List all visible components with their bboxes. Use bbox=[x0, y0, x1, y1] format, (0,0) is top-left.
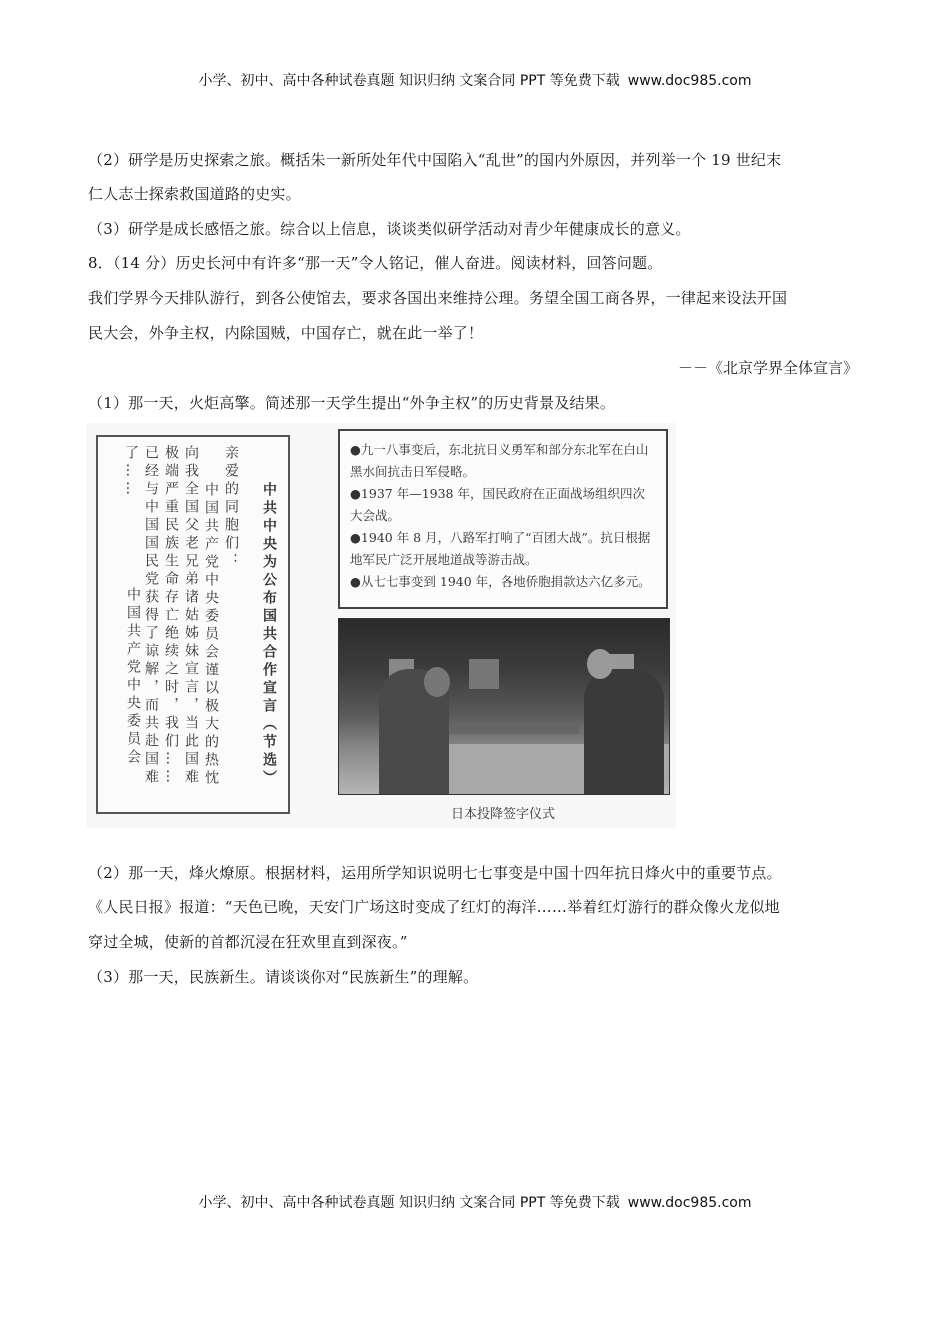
fact-item: ●从七七事变到 1940 年，各地侨胞捐款达六亿多元。 bbox=[350, 574, 651, 589]
surrender-ceremony-photo bbox=[338, 618, 670, 795]
declaration-col3: 极端严重民族生命存亡绝续之时，我们…… bbox=[163, 445, 179, 787]
q7-part2-line2: 仁人志士探索救国道路的史实。 bbox=[88, 185, 301, 203]
q8-part2: （2）那一天，烽火燎原。根据材料，运用所学知识说明七七事变是中国十四年抗日烽火中的重要节点。 bbox=[88, 864, 782, 882]
q8-intro: 8．（14 分）历史长河中有许多“那一天”令人铭记，催人奋进。阅读材料，回答问题。 bbox=[88, 254, 663, 272]
q8-part1: （1）那一天，火炬高擎。简述那一天学生提出“外争主权”的历史背景及结果。 bbox=[88, 394, 616, 412]
declaration-title: 中共中央为公布国共合作宣言（节选） bbox=[261, 482, 277, 788]
q7-part2-line1: （2）研学是历史探索之旅。概括朱一新所处年代中国陷入“乱世”的国内外原因，并列举一个 19 世纪末 bbox=[88, 151, 782, 169]
q8-material-line1: 我们学界今天排队游行，到各公使馆去，要求各国出来维持公理。务望全国工商各界，一律起来设法开国 bbox=[88, 289, 788, 307]
photo-caption: 日本投降签字仪式 bbox=[450, 807, 555, 822]
q8-news-line1: 《人民日报》报道：“天色已晚，天安门广场这时变成了红灯的海洋……举着红灯游行的群众像火龙似地 bbox=[88, 898, 780, 916]
declaration-signature: 中国共产党中央委员会 bbox=[125, 587, 141, 767]
declaration-col5: 了…… bbox=[123, 445, 139, 499]
header-url: www.doc985.com bbox=[627, 73, 752, 89]
q7-part3: （3）研学是成长感悟之旅。综合以上信息，谈谈类似研学活动对青少年健康成长的意义。 bbox=[88, 220, 691, 238]
q8-news-line2: 穿过全城，使新的首都沉浸在狂欢里直到深夜。” bbox=[88, 933, 408, 951]
page-footer bbox=[0, 1192, 950, 1212]
material-figure bbox=[86, 423, 676, 828]
declaration-panel bbox=[96, 435, 290, 814]
fact-item: ●1937 年—1938 年，国民政府在正面战场组织四次大会战。 bbox=[350, 486, 645, 523]
footer-url: www.doc985.com bbox=[627, 1195, 752, 1211]
declaration-col4: 已经与中国国民党获得了谅解，而共赴国难 bbox=[143, 445, 159, 787]
fact-item: ●九一八事变后，东北抗日义勇军和部分东北军在白山黑水间抗击日军侵略。 bbox=[350, 442, 649, 479]
declaration-greeting: 亲爱的同胞们： bbox=[223, 445, 239, 571]
declaration-col1: 中国共产党中央委员会谨以极大的热忱 bbox=[203, 482, 219, 788]
q8-material-source: －－《北京学界全体宣言》 bbox=[677, 359, 858, 377]
q8-material-line2: 民大会，外争主权，内除国贼，中国存亡，就在此一举了！ bbox=[88, 324, 484, 342]
declaration-col2: 向我全国父老兄弟诸姑姊妹宣言，当此国难 bbox=[183, 445, 199, 787]
page-header bbox=[0, 70, 950, 90]
war-facts-box bbox=[338, 429, 668, 609]
footer-text: 小学、初中、高中各种试卷真题 知识归纳 文案合同 PPT 等免费下载 bbox=[198, 1195, 620, 1211]
fact-item: ●1940 年 8 月，八路军打响了“百团大战”。抗日根据地军民广泛开展地道战等游击战。 bbox=[350, 530, 651, 567]
q8-part3: （3）那一天，民族新生。请谈谈你对“民族新生”的理解。 bbox=[88, 968, 479, 986]
header-text: 小学、初中、高中各种试卷真题 知识归纳 文案合同 PPT 等免费下载 bbox=[198, 73, 620, 89]
